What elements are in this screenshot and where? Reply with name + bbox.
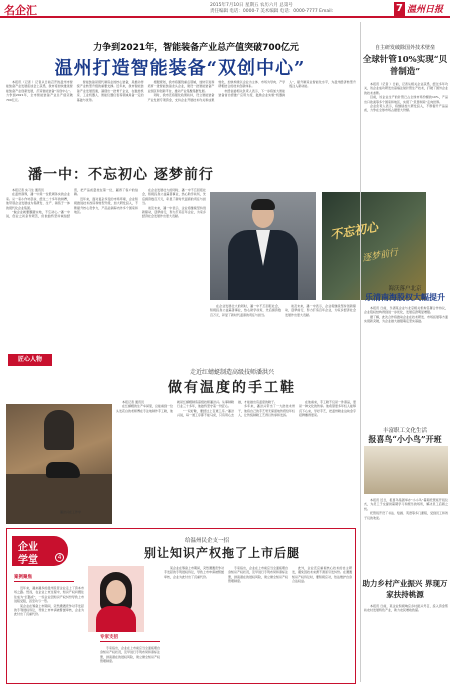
workbench <box>6 474 112 524</box>
column-paragraph: 某企业在筹备上市期间，突然遭遇竞争对手发起的专利侵权诉讼，导致上市申请被暂缓审核，企业为此付出了沉重代价。 <box>14 603 84 617</box>
badge-line2: 学堂 <box>18 555 38 566</box>
expert-body <box>96 606 136 632</box>
feature2-paragraph: 在他看来，手工鞋不仅是一件商品，更是一种文化的传承。他希望更多年轻人能够沉下心来，学好手艺，把温州鞋业这块金字招牌擦得更亮。 <box>299 400 356 418</box>
feature2-subtitle: 走近红蜻蜓制造高级技师潘洪兴 <box>189 369 274 376</box>
column-paragraph: 专家指出，企业在上市前应当全面梳理自身知识产权状况，及早进行专利布局和商标注册，排查潜在的侵权风险，建立健全知识产权管理制度。 <box>228 566 289 584</box>
feature1-paragraph: 在温州商界，潘一中是一位低调务实的企业家。从一家小作坊起步，经过二十多年的拼搏，他带领企业发展成为集研发、生产、销售于一体的现代化企业集团。 <box>6 192 70 210</box>
sidebar-intro-2: 海沃落户北京 <box>388 286 422 292</box>
sidebar-body-3 <box>364 498 448 574</box>
column-title: 别让知识产权拖了上市后腿 <box>143 546 300 560</box>
sidebar-headline-2: 乐清南海股权大幅提升 <box>365 292 445 302</box>
sidebar-paragraph: 据了解，此次合作将推动企业在技术研发、市场拓展等方面实现新突破，为企业做大做强奠定坚实基础。 <box>364 314 448 324</box>
header-editors: 责任编辑 电话：0000-7 美术编辑 电话：0000-7777 Email: <box>210 9 334 14</box>
badge-number: 4 <box>55 553 64 562</box>
column-subtitle: 给温州民企支一招 <box>184 538 229 544</box>
craftsman-photo <box>6 404 112 524</box>
column-body <box>164 566 352 680</box>
feature1-body-cont <box>210 304 356 338</box>
expert-body-text <box>100 646 160 680</box>
feature1-paragraph: “做企业就要脚踏实地，不忘初心。”潘一中说，创业之初条件艰苦，但他始终坚持诚信经营，把产品质量放在第一位，赢得了客户的信赖。 <box>6 188 138 219</box>
sidebar-paragraph: 目前，该企业生产的针管已占全球市场份额的10%，产品出口欧美等多个国家和地区，实现了“贝普制造”走向世界。 <box>364 95 448 104</box>
section-name: 名企汇 <box>4 4 37 17</box>
sidebar-headline-3: 报喜鸟“小小鸟”开班 <box>368 434 442 444</box>
feature2-paragraph: 在红蜻蜓的生产车间里，总能看到一位头发花白的老师傅在专注地制作手工鞋，他就是红蜻蜓制造高级技师潘洪兴。从事制鞋行业三十多年，他始终坚守着一份匠心。 <box>116 400 235 413</box>
page-number: 7 <box>394 2 405 16</box>
lead-paragraph: 同时，我市还将强化政策扶持，设立智能装备产业发展专项资金，支持企业开展技术攻关和成果转化，加快构建以企业为主体、市场为导向、产学研相结合的技术创新体系。 <box>147 80 286 102</box>
sidebar-intro-1: 自主研发破除国外技术壁垒 <box>374 45 435 51</box>
lead-title: 温州打造智能装备“双创中心” <box>54 58 306 79</box>
column-badge <box>12 536 68 566</box>
feature1-paragraph: 谈及未来，潘一中表示，企业将继续坚持创新驱动，逐梦前行，努力打造百年企业，为家乡经济社会发展作出更大贡献。 <box>142 205 206 219</box>
column-paragraph: 近年来，越来越多的温州民营企业走上了资本市场之路。然而，在企业上市过程中，知识产权问题往往成为“拦路虎”，一些企业因知识产权纠纷导致上市进程受阻，甚至功亏一篑。 <box>14 586 84 604</box>
page-header <box>0 0 450 18</box>
case-label: 案例聚焦 <box>14 574 74 582</box>
sidebar-headline-1: 全球针管10%实现“贝普制造” <box>362 55 448 77</box>
sidebar-photo <box>364 446 448 494</box>
feature2-body <box>116 400 356 524</box>
sidebar-paragraph: 本报讯 近日，报喜鸟集团举办“小小鸟”暑期托管班开班仪式，为员工子女提供暑期学习和娱乐的场所，解决员工后顾之忧。 <box>364 498 448 511</box>
expert-face <box>106 580 126 604</box>
lead-body <box>6 80 356 152</box>
craftsman-figure <box>44 410 74 450</box>
sidebar-headline-4: 助力乡村产业振兴 界现万家扶持桃源 <box>362 579 448 599</box>
lead-paragraph: 智能装备是现代制造业的核心装备，是推动传统产业转型升级的重要支撑。近年来，我市智能装备产业发展迅速，涌现出一批骨干企业，在数控机床、工业机器人、智能仪器仪表等领域具备一定的基础与优势。 <box>76 80 144 102</box>
sidebar-paragraph: 本报讯 日前，乐清某企业与北京相关机构签署合作协议，企业股权结构得到进一步优化，发展后劲明显增强。 <box>364 306 448 315</box>
header-date: 2015年7月10日 星期五 农历六月 总第号 <box>210 3 293 8</box>
portrait-hair <box>251 199 275 210</box>
feature2-tag: 匠心人物 <box>8 354 52 366</box>
lead-paragraph: 本报讯（记者 ）记者从日前召开的温州市智能装备产业发展座谈会上获悉，我市将加快推进智能装备产业创新发展，打造智能装备“双创中心”。力争到2021年，全市智能装备产业总产值突破700亿元。 <box>6 80 73 102</box>
header-meta <box>210 3 333 15</box>
logo-calligraphy: 不忘初心 <box>329 219 379 243</box>
feature2-title: 做有温度的手工鞋 <box>168 380 296 396</box>
feature1-body <box>6 188 206 336</box>
logo-calligraphy-sub: 逐梦前行 <box>361 247 399 265</box>
feature1-paragraph: 近年来，面对复杂多变的市场环境，企业积极推进技术改造和转型升级，加大研发投入，不断提升核心竞争力，产品远销海内外多个国家和地区。 <box>74 196 138 215</box>
badge-line1: 企业 <box>18 542 38 553</box>
case-body <box>14 586 84 680</box>
sidebar-paragraph: 本报讯 日前，某企业积极响应乡村振兴号召，投入资金帮扶农村发展特色产业，助力农民增收致富。 <box>364 604 448 613</box>
sidebar-paragraph: 本报讯（记者 ）日前，记者从相关企业获悉，经过多年攻关，该企业成功研发出高端注射针管生产技术，打破了国外企业的技术垄断。 <box>364 82 448 95</box>
sidebar-paragraph: 企业负责人表示，将继续加大研发投入，不断提升产品品质，力争在全球市场占据更大份额。 <box>364 104 448 113</box>
feature2-paragraph: 本报记者 通讯员 <box>122 400 144 404</box>
feature1-title: 潘一中：不忘初心 逐梦前行 <box>28 167 214 183</box>
column-paragraph: 此外，企业还应重视核心技术的自主研发，避免因技术来源不清而引发纠纷。在遭遇知识产权诉讼时，要积极应对，依法维护自身合法权益。 <box>292 566 352 584</box>
lead-paragraph: 市经信委相关负责人表示，下一步将加大智能装备首台套推广应用力度，鼓励企业实施“机器换人”，提升制造业智能化水平，为温州经济转型升级注入新动能。 <box>218 80 356 98</box>
feature2-paragraph: “一双好鞋，要经过上百道工序。”潘洪兴说，每一道工序都不能马虎，只有用心去做，才能做出有温度的鞋子。 <box>177 400 278 418</box>
feature1-paragraph: 在企业发展壮大的同时，潘一中不忘回报社会，积极投身公益慈善事业，热心助学扶贫，先后捐资数百万元，彰显了新时代温商的责任与担当。 <box>210 304 281 317</box>
feature1-paragraph: 在企业发展壮大的同时，潘一中不忘回报社会，积极投身公益慈善事业，热心助学扶贫，先后捐资数百万元，彰显了新时代温商的责任与担当。 <box>142 188 206 206</box>
shoe-icon <box>46 462 80 478</box>
column-paragraph: 专家指出，企业在上市前应当全面梳理自身知识产权状况，及早进行专利布局和商标注册，排查潜在的侵权风险，建立健全知识产权管理制度。 <box>100 646 160 664</box>
photo-caption: 潘洪兴在工作中 <box>60 510 82 514</box>
sidebar-body-1 <box>364 82 448 282</box>
feature1-paragraph: 谈及未来，潘一中表示，企业将继续坚持创新驱动，逐梦前行，努力打造百年企业，为家乡经济社会发展作出更大贡献。 <box>285 304 356 317</box>
portrait-photo <box>210 192 316 300</box>
sidebar-intro-3: 丰富职工文化生活 <box>382 428 427 434</box>
sidebar-body-2 <box>364 306 448 426</box>
lead-paragraph: 根据规划，我市将围绕重点领域，加快引进和培育一批智能装备龙头企业，建设一批智能装备产业园区和创新平台，推动产业集聚集群发展。 <box>147 80 215 93</box>
expert-label: 专家支招 <box>100 634 160 642</box>
sidebar-paragraph: 托管班开设了书法、绘画、英语等多门课程，受到员工和孩子们的欢迎。 <box>364 511 448 520</box>
feature2-paragraph: 多年来，潘洪兴带出了一大批技术骨干，他将自己的手艺毫无保留地传授给年轻人，让传统制鞋工艺得以传承和发扬。 <box>238 404 296 418</box>
lead-subtitle: 力争到2021年，智能装备产业总产值突破700亿元 <box>93 43 299 53</box>
expert-photo <box>88 566 144 632</box>
column-paragraph: 某企业在筹备上市期间，突然遭遇竞争对手发起的专利侵权诉讼，导致上市申请被暂缓审核，企业为此付出了沉重代价。 <box>164 566 225 579</box>
sidebar-body-4 <box>364 604 448 682</box>
masthead-logo: 温州日报 <box>407 5 444 15</box>
feature1-paragraph: 本报记者 实习生 通讯员 <box>12 188 44 192</box>
